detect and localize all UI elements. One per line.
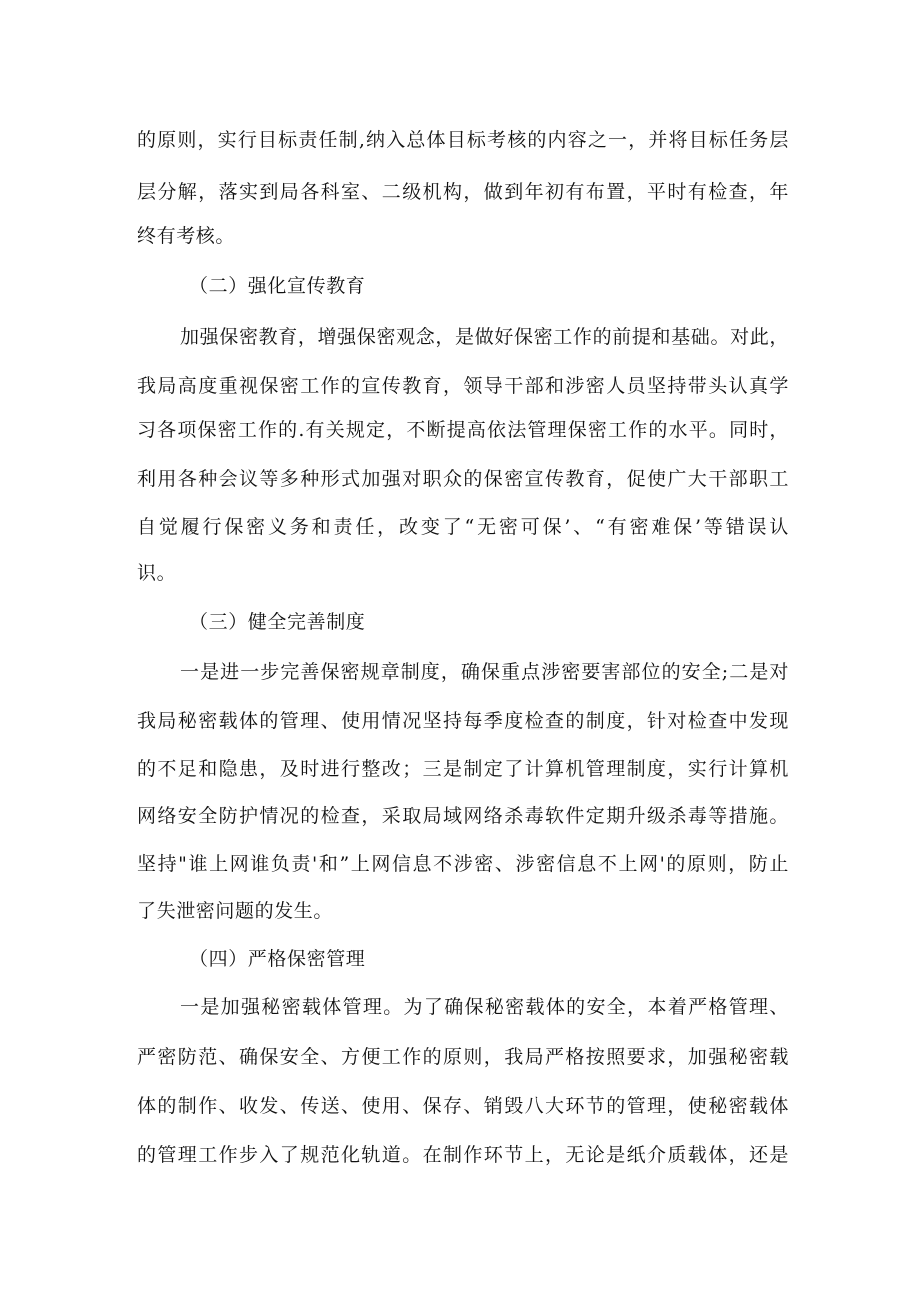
paragraph-line: 严密防范、确保安全、方便工作的原则，我局严格按照要求，加强秘密载 [137,1046,789,1068]
section-heading: （三）健全完善制度 [189,611,366,633]
paragraph-line: 习各项保密工作的.有关规定，不断提高依法管理保密工作的水平。同时， [137,419,789,441]
paragraph-line: 网络安全防护情况的检查，采取局域网络杀毒软件定期升级杀毒等措施。 [137,805,789,827]
paragraph-line: 的原则，实行目标责任制,纳入总体目标考核的内容之一，并将目标任务层 [137,129,789,151]
section-heading: （二）强化宣传教育 [189,275,366,297]
paragraph-line: 一是加强秘密载体管理。为了确保秘密载体的安全，本着严格管理、 [180,996,789,1018]
paragraph-line: 一是进一步完善保密规章制度，确保重点涉密要害部位的安全;二是对 [180,661,789,683]
section-heading: （四）严格保密管理 [189,948,366,970]
paragraph-line: 我局秘密载体的管理、使用情况坚持每季度检查的制度，针对检查中发现 [137,710,789,732]
paragraph-line: 我局高度重视保密工作的宣传教育，领导干部和涉密人员坚持带头认真学 [137,375,789,397]
paragraph-line: 体的制作、收发、传送、使用、保存、销毁八大环节的管理，使秘密载体 [137,1095,789,1117]
paragraph-line: 了失泄密问题的发生。 [137,900,334,922]
paragraph-line: 识。 [137,562,177,584]
paragraph-line: 的管理工作步入了规范化轨道。在制作环节上，无论是纸介质载体，还是 [137,1144,789,1166]
paragraph-line: 终有考核。 [137,225,236,247]
paragraph-line: 加强保密教育，增强保密观念，是做好保密工作的前提和基础。对此， [180,326,789,348]
paragraph-line: 的不足和隐患，及时进行整改；三是制定了计算机管理制度，实行计算机 [137,758,789,780]
paragraph-line: 自觉履行保密义务和责任，改变了“无密可保’、“有密难保’等错误认 [137,516,789,538]
paragraph-line: 利用各种会议等多种形式加强对职众的保密宣传教育，促使广大干部职工 [137,468,789,490]
paragraph-line: 层分解，落实到局各科室、二级机构，做到年初有布置，平时有检查，年 [137,181,789,203]
paragraph-line: 坚持"谁上网谁负责'和”上网信息不涉密、涉密信息不上网'的原则，防止 [137,853,789,875]
